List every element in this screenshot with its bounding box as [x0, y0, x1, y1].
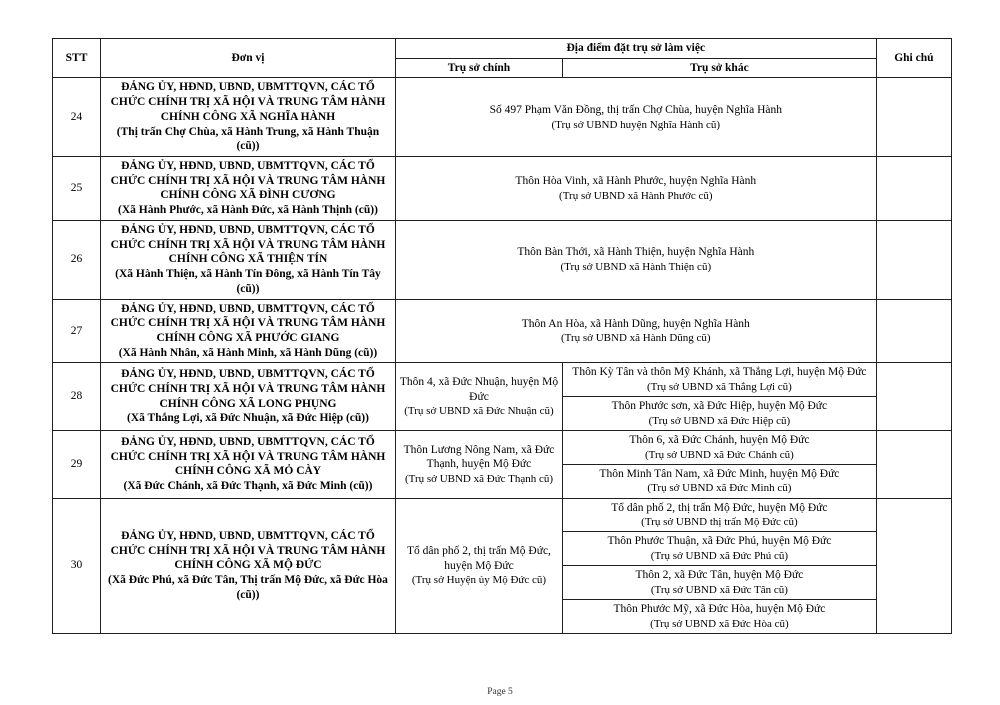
location-note: (Trụ sở UBND xã Đức Minh cũ) — [647, 482, 792, 495]
table-header — [53, 39, 952, 78]
location-main: Số 497 Phạm Văn Đồng, thị trấn Chợ Chùa, huyện Nghĩa Hành — [489, 103, 782, 116]
table-row — [53, 220, 952, 299]
location-main: Thôn 2, xã Đức Tân, huyện Mộ Đức — [635, 569, 804, 582]
row-tru-so-khac — [563, 397, 877, 431]
unit-main: ĐẢNG ỦY, HĐND, UBND, UBMTTQVN, CÁC TỔ CHỨC CHÍNH TRỊ XÃ HỘI VÀ TRUNG TÂM HÀNH CHÍNH CÔNG XÃ ĐÌNH CƯƠNG — [110, 160, 386, 202]
row-stt: 27 — [53, 299, 101, 363]
location-note: (Trụ sở UBND huyện Nghĩa Hành cũ) — [551, 118, 721, 131]
row-unit — [101, 363, 396, 431]
row-stt: 30 — [53, 498, 101, 633]
row-unit — [101, 498, 396, 633]
column-header-tru-so-khac: Trụ sở khác — [563, 58, 877, 78]
location-note: (Trụ sở UBND xã Đức Thạnh cũ) — [404, 472, 553, 485]
unit-sub: (Xã Thắng Lợi, xã Đức Nhuận, xã Đức Hiệp (cũ)) — [126, 412, 369, 425]
unit-sub: (Xã Đức Chánh, xã Đức Thạnh, xã Đức Minh (cũ)) — [123, 479, 373, 492]
location-note: (Trụ sở UBND thị trấn Mộ Đức cũ) — [641, 516, 798, 529]
location-note: (Trụ sở UBND xã Đức Nhuận cũ) — [404, 405, 554, 418]
row-stt: 26 — [53, 220, 101, 299]
row-location-merged — [395, 299, 876, 363]
location-note: (Trụ sở UBND xã Hành Thiện cũ) — [560, 261, 712, 274]
location-main: Thôn Bàn Thới, xã Hành Thiện, huyện Nghĩa Hành — [517, 246, 755, 259]
row-location-merged — [395, 220, 876, 299]
row-stt: 28 — [53, 363, 101, 431]
row-tru-so-khac — [563, 430, 877, 464]
location-main: Tổ dân phố 2, thị trấn Mộ Đức, huyện Mộ Đức — [611, 501, 828, 514]
unit-sub: (Xã Hành Thiện, xã Hành Tín Đông, xã Hành Tín Tây (cũ)) — [115, 268, 381, 295]
row-ghi-chu — [876, 78, 951, 157]
row-stt: 24 — [53, 78, 101, 157]
table-row — [53, 363, 952, 397]
row-ghi-chu — [876, 363, 951, 431]
column-header-dia-diem: Địa điểm đặt trụ sở làm việc — [395, 39, 876, 59]
table-row — [53, 299, 952, 363]
row-location-merged — [395, 157, 876, 221]
column-header-don-vi: Đơn vị — [101, 39, 396, 78]
row-stt: 25 — [53, 157, 101, 221]
row-ghi-chu — [876, 299, 951, 363]
row-stt: 29 — [53, 430, 101, 498]
location-note: (Trụ sở UBND xã Đức Hòa cũ) — [650, 617, 789, 630]
row-unit — [101, 78, 396, 157]
row-tru-so-khac — [563, 363, 877, 397]
row-tru-so-khac — [563, 566, 877, 600]
location-note: (Trụ sở Huyện ủy Mộ Đức cũ) — [411, 574, 547, 587]
unit-sub: (Xã Đức Phú, xã Đức Tân, Thị trấn Mộ Đức, xã Đức Hòa (cũ)) — [108, 574, 388, 601]
table-row — [53, 157, 952, 221]
unit-main: ĐẢNG ỦY, HĐND, UBND, UBMTTQVN, CÁC TỔ CHỨC CHÍNH TRỊ XÃ HỘI VÀ TRUNG TÂM HÀNH CHÍNH CÔNG XÃ LONG PHỤNG — [110, 368, 386, 410]
location-main: Tổ dân phố 2, thị trấn Mộ Đức, huyện Mộ Đức — [407, 544, 551, 572]
row-ghi-chu — [876, 220, 951, 299]
location-main: Thôn Phước sơn, xã Đức Hiệp, huyện Mộ Đức — [611, 400, 828, 413]
row-unit — [101, 157, 396, 221]
table-row — [53, 498, 952, 532]
row-unit — [101, 299, 396, 363]
row-unit — [101, 430, 396, 498]
office-locations-table — [52, 38, 952, 634]
table-body — [53, 78, 952, 633]
row-location-merged — [395, 78, 876, 157]
unit-main: ĐẢNG ỦY, HĐND, UBND, UBMTTQVN, CÁC TỔ CHỨC CHÍNH TRỊ XÃ HỘI VÀ TRUNG TÂM HÀNH CHÍNH CÔNG XÃ MỘ ĐỨC — [110, 529, 386, 572]
table-row — [53, 78, 952, 157]
location-main: Thôn Lương Nông Nam, xã Đức Thạnh, huyện Mộ Đức — [403, 443, 555, 471]
table-row — [53, 430, 952, 464]
column-header-ghi-chu: Ghi chú — [876, 39, 951, 78]
row-tru-so-chinh — [395, 363, 562, 431]
row-tru-so-chinh — [395, 498, 562, 633]
row-ghi-chu — [876, 430, 951, 498]
location-note: (Trụ sở UBND xã Thắng Lợi cũ) — [646, 381, 792, 394]
location-note: (Trụ sở UBND xã Đức Hiệp cũ) — [648, 414, 791, 427]
unit-main: ĐẢNG ỦY, HĐND, UBND, UBMTTQVN, CÁC TỔ CHỨC CHÍNH TRỊ XÃ HỘI VÀ TRUNG TÂM HÀNH CHÍNH CÔNG XÃ MỎ CÀY — [110, 435, 386, 478]
location-note: (Trụ sở UBND xã Đức Phú cũ) — [650, 550, 789, 563]
location-main: Thôn An Hòa, xã Hành Dũng, huyện Nghĩa Hành — [521, 317, 750, 330]
unit-sub: (Xã Hành Phước, xã Hành Đức, xã Hành Thịnh (cũ)) — [118, 204, 378, 217]
location-main: Thôn Phước Thuận, xã Đức Phú, huyện Mộ Đức — [607, 535, 832, 548]
unit-sub: (Thị trấn Chợ Chùa, xã Hành Trung, xã Hành Thuận (cũ)) — [116, 125, 380, 153]
location-main: Thôn Phước Mỹ, xã Đức Hòa, huyện Mộ Đức — [613, 602, 826, 615]
row-tru-so-khac — [563, 599, 877, 633]
unit-main: ĐẢNG ỦY, HĐND, UBND, UBMTTQVN, CÁC TỔ CHỨC CHÍNH TRỊ XÃ HỘI VÀ TRUNG TÂM HÀNH CHÍNH CÔNG XÃ PHƯỚC GIANG — [110, 302, 386, 344]
location-main: Thôn 4, xã Đức Nhuận, huyện Mộ Đức — [399, 375, 559, 403]
row-tru-so-chinh — [395, 430, 562, 498]
row-ghi-chu — [876, 498, 951, 633]
location-note: (Trụ sở UBND xã Hành Phước cũ) — [559, 189, 713, 202]
unit-main: ĐẢNG ỦY, HĐND, UBND, UBMTTQVN, CÁC TỔ CHỨC CHÍNH TRỊ XÃ HỘI VÀ TRUNG TÂM HÀNH CHÍNH CÔNG XÃ NGHĨA HÀNH — [110, 81, 386, 123]
location-note: (Trụ sở UBND xã Đức Chánh cũ) — [644, 448, 794, 461]
table-header-row-1 — [53, 39, 952, 59]
row-tru-so-khac — [563, 498, 877, 532]
location-main: Thôn Hòa Vinh, xã Hành Phước, huyện Nghĩa Hành — [515, 175, 757, 188]
location-main: Thôn Kỳ Tân và thôn Mỹ Khánh, xã Thắng Lợi, huyện Mộ Đức — [572, 366, 867, 379]
row-tru-so-khac — [563, 532, 877, 566]
page-footer: Page 5 — [487, 687, 513, 697]
row-ghi-chu — [876, 157, 951, 221]
unit-sub: (Xã Hành Nhân, xã Hành Minh, xã Hành Dũng (cũ)) — [118, 346, 378, 359]
location-note: (Trụ sở UBND xã Hành Dũng cũ) — [560, 332, 711, 345]
location-note: (Trụ sở UBND xã Đức Tân cũ) — [650, 583, 788, 596]
location-main: Thôn 6, xã Đức Chánh, huyện Mộ Đức — [629, 433, 810, 446]
column-header-stt: STT — [53, 39, 101, 78]
location-main: Thôn Minh Tân Nam, xã Đức Minh, huyện Mộ Đức — [599, 467, 840, 480]
row-tru-so-khac — [563, 464, 877, 498]
row-unit — [101, 220, 396, 299]
unit-main: ĐẢNG ỦY, HĐND, UBND, UBMTTQVN, CÁC TỔ CHỨC CHÍNH TRỊ XÃ HỘI VÀ TRUNG TÂM HÀNH CHÍNH CÔNG XÃ THIỆN TÍN — [110, 223, 386, 266]
column-header-tru-so-chinh: Trụ sở chính — [395, 58, 562, 78]
